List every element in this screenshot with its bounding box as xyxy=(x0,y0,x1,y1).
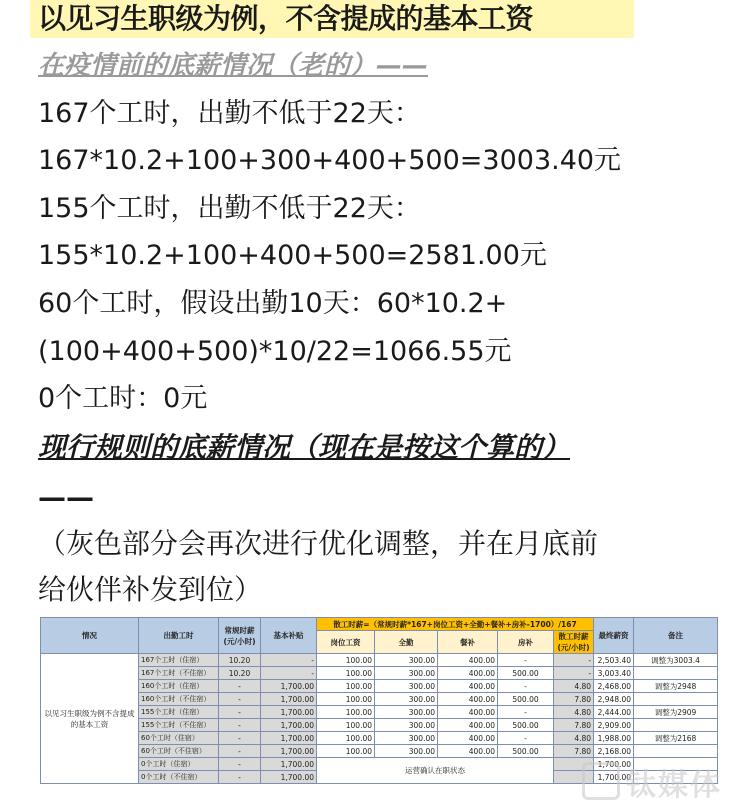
old-line: 60个工时，假设出勤10天：60*10.2+ xyxy=(38,288,508,319)
table-cell: 160个工时（不住宿） xyxy=(139,693,219,706)
table-cell: 100.00 xyxy=(317,719,375,732)
table-cell: 400.00 xyxy=(438,667,498,680)
table-cell: 7.80 xyxy=(554,693,594,706)
watermark-text: 钛媒体 xyxy=(626,768,722,803)
table-cell: 1,988.00 xyxy=(594,732,634,745)
table-cell: 300.00 xyxy=(375,706,438,719)
table-cell: 100.00 xyxy=(317,706,375,719)
table-row xyxy=(41,732,718,745)
col-meal: 餐补 xyxy=(438,631,498,654)
table-cell: 400.00 xyxy=(438,706,498,719)
table-cell: 2,948.00 xyxy=(594,693,634,706)
table-cell: 300.00 xyxy=(375,732,438,745)
table-row xyxy=(41,745,718,758)
table-cell xyxy=(634,667,718,680)
table-cell: 2,168.00 xyxy=(594,745,634,758)
current-rules-dash: —— xyxy=(38,481,94,514)
table-cell: 1,700.00 xyxy=(261,758,317,771)
table-cell: 300.00 xyxy=(375,693,438,706)
table-cell: 1,700.00 xyxy=(594,771,634,784)
table-cell: - xyxy=(261,667,317,680)
table-cell xyxy=(634,719,718,732)
table-cell: 500.00 xyxy=(498,719,554,732)
table-cell: - xyxy=(261,654,317,667)
table-cell xyxy=(634,693,718,706)
table-cell: 1,700.00 xyxy=(594,758,634,771)
col-remark: 备注 xyxy=(634,618,718,654)
table-cell: 300.00 xyxy=(375,680,438,693)
current-rules-subheading: 现行规则的底薪情况（现在是按这个算的） xyxy=(38,431,571,464)
table-cell: 155个工时（不住宿） xyxy=(139,719,219,732)
col-post-wage: 岗位工资 xyxy=(317,631,375,654)
col-final: 最终薪资 xyxy=(594,618,634,654)
table-row xyxy=(41,719,718,732)
col-situation: 情况 xyxy=(41,618,139,654)
table-row xyxy=(41,680,718,693)
table-cell: 400.00 xyxy=(438,719,498,732)
watermark-logo-icon xyxy=(582,762,620,800)
table-cell: 调整为2948 xyxy=(634,680,718,693)
table-cell: 100.00 xyxy=(317,745,375,758)
table-cell: - xyxy=(219,693,261,706)
table-cell: 4.80 xyxy=(554,680,594,693)
col-full-attendance: 全勤 xyxy=(375,631,438,654)
table-cell: 300.00 xyxy=(375,719,438,732)
table-cell: 4.80 xyxy=(554,706,594,719)
old-line: 155*10.2+100+400+500=2581.00元 xyxy=(38,240,547,271)
table-cell: 0个工时（不住宿） xyxy=(139,771,219,784)
table-cell xyxy=(634,745,718,758)
table-cell: 400.00 xyxy=(438,745,498,758)
table-cell: 100.00 xyxy=(317,693,375,706)
table-cell: - xyxy=(554,667,594,680)
table-cell: 1,700.00 xyxy=(261,693,317,706)
table-cell: 400.00 xyxy=(438,654,498,667)
table-cell: 100.00 xyxy=(317,654,375,667)
group-label: 以见习生职级为例不含提成的基本工资 xyxy=(41,654,139,784)
table-cell: 400.00 xyxy=(438,680,498,693)
old-line: 167*10.2+100+300+400+500=3003.40元 xyxy=(38,145,622,176)
table-cell: - xyxy=(498,706,554,719)
table-cell: 400.00 xyxy=(438,693,498,706)
table-cell: 167个工时（不住宿） xyxy=(139,667,219,680)
table-cell: 1,700.00 xyxy=(261,745,317,758)
watermark xyxy=(582,760,732,803)
table-cell: 4.80 xyxy=(554,732,594,745)
table-cell: 100.00 xyxy=(317,667,375,680)
table-cell: 60个工时（住宿） xyxy=(139,732,219,745)
table-cell: 7.80 xyxy=(554,719,594,732)
table-cell: 100.00 xyxy=(317,732,375,745)
table-cell: 3,003.40 xyxy=(594,667,634,680)
table-cell: - xyxy=(219,680,261,693)
table-cell: - xyxy=(219,758,261,771)
table-cell: 2,444.00 xyxy=(594,706,634,719)
table-cell: 2,468.00 xyxy=(594,680,634,693)
table-cell: - xyxy=(498,654,554,667)
col-base-allowance: 基本补贴 xyxy=(261,618,317,654)
table-cell: 调整为2168 xyxy=(634,732,718,745)
table-row xyxy=(41,693,718,706)
table-cell: 167个工时（住宿） xyxy=(139,654,219,667)
col-housing: 房补 xyxy=(498,631,554,654)
table-cell: 500.00 xyxy=(498,693,554,706)
table-cell: - xyxy=(219,719,261,732)
table-cell: - xyxy=(219,706,261,719)
table-cell: 100.00 xyxy=(317,680,375,693)
note-line: 给伙伴补发到位） xyxy=(38,573,263,606)
table-cell: - xyxy=(498,680,554,693)
table-cell: 400.00 xyxy=(438,732,498,745)
table-cell: 300.00 xyxy=(375,667,438,680)
table-cell: 7.80 xyxy=(554,745,594,758)
table-cell: - xyxy=(219,745,261,758)
table-cell: 160个工时（住宿） xyxy=(139,680,219,693)
table-row xyxy=(41,654,718,667)
old-line: 155个工时，出勤不低于22天： xyxy=(38,193,421,224)
col-hours: 出勤工时 xyxy=(139,618,219,654)
table-row xyxy=(41,706,718,719)
table-cell: 500.00 xyxy=(498,667,554,680)
old-line: 0个工时：0元 xyxy=(38,383,208,414)
table-cell: 调整为3003.4 xyxy=(634,654,718,667)
table-cell: 1,700.00 xyxy=(261,680,317,693)
table-cell: 2,909.00 xyxy=(594,719,634,732)
table-cell: 10.20 xyxy=(219,667,261,680)
table-cell: - xyxy=(498,732,554,745)
old-rules-subheading: 在疫情前的底薪情况（老的）—— xyxy=(38,51,429,81)
old-line: (100+400+500)*10/22=1066.55元 xyxy=(38,336,512,367)
table-cell: 1,700.00 xyxy=(261,719,317,732)
table-cell: 0个工时（住宿） xyxy=(139,758,219,771)
table-cell: 155个工时（住宿） xyxy=(139,706,219,719)
table-cell: 500.00 xyxy=(498,745,554,758)
table-cell: - xyxy=(554,654,594,667)
table-row xyxy=(41,667,718,680)
table-cell: 300.00 xyxy=(375,745,438,758)
old-line: 167个工时，出勤不低于22天： xyxy=(38,98,421,129)
col-formula: 散工时薪=（常规时薪*167+岗位工资+全勤+餐补+房补-1700）/167 xyxy=(317,618,594,631)
table-cell: 调整为2909 xyxy=(634,706,718,719)
confirm-note: 运营确认在职状态 xyxy=(317,758,554,784)
table-cell: - xyxy=(219,732,261,745)
table-cell: 1,700.00 xyxy=(261,771,317,784)
table-cell: 60个工时（不住宿） xyxy=(139,745,219,758)
col-casual-hourly: 散工时薪(元/小时) xyxy=(554,631,594,654)
table-cell: 10.20 xyxy=(219,654,261,667)
page-title: 以见习生职级为例，不含提成的基本工资 xyxy=(38,2,534,35)
table-cell: 300.00 xyxy=(375,654,438,667)
col-hourly: 常规时薪(元/小时) xyxy=(219,618,261,654)
table-cell: - xyxy=(219,771,261,784)
note-line: （灰色部分会再次进行优化调整，并在月底前 xyxy=(38,527,599,560)
table-cell: 1,700.00 xyxy=(261,732,317,745)
table-cell: 1,700.00 xyxy=(261,706,317,719)
table-cell: 2,503.40 xyxy=(594,654,634,667)
